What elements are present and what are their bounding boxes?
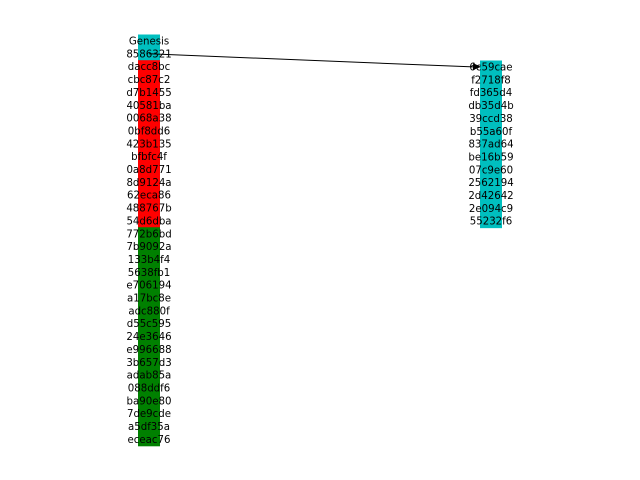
edges	[149, 54, 481, 70]
node-label: d55c595	[126, 319, 172, 331]
node-label: 07c9e60	[468, 165, 514, 177]
node-label: 55232f6	[469, 216, 513, 228]
node-label: e996688	[126, 344, 172, 356]
node-label: b55a60f	[469, 126, 513, 138]
node-label: 088ddf6	[127, 383, 171, 395]
node-bars	[138, 35, 502, 447]
node-label: 5638fb1	[127, 267, 171, 279]
node-label: adab85a	[126, 370, 172, 382]
node-label: 24e3646	[126, 332, 172, 344]
node-label: f2718f8	[471, 75, 511, 87]
node-label: cbc87c2	[127, 75, 171, 87]
node-label: 837ad64	[468, 139, 514, 151]
node-label: 8586321	[126, 49, 172, 61]
node-label: ba90e80	[126, 396, 172, 408]
node-label: 3b657d3	[126, 357, 172, 369]
node-label: 62eca86	[126, 190, 172, 202]
node-label: 0068a38	[126, 113, 172, 125]
node-label: 39ccd38	[469, 113, 513, 125]
node-label: 772b6bd	[126, 229, 172, 241]
node-label: 7de9cde	[126, 409, 172, 421]
node-label: 2562194	[468, 178, 514, 190]
node-label: a5df35a	[128, 422, 170, 434]
node-label: d7b1455	[126, 87, 172, 99]
node-label: db35d4b	[468, 101, 514, 113]
node-label: 6c59cae	[469, 62, 513, 74]
node-label: bfbfc4f	[131, 152, 167, 164]
node-label: 423b135	[126, 139, 172, 151]
node-label: 2d42642	[468, 191, 514, 203]
node-label: fd365d4	[469, 88, 513, 100]
node-label: 133b4f4	[127, 254, 171, 266]
node-label: 8d9124a	[126, 177, 172, 189]
node-label: e706194	[126, 280, 172, 292]
node-label: 40581ba	[126, 100, 172, 112]
node-label: 0bf8dd6	[127, 126, 171, 138]
node-label: 488767b	[126, 203, 172, 215]
node-label: dacc8bc	[127, 62, 171, 74]
node-label: eceac76	[127, 434, 171, 446]
node-label: 2e094c9	[468, 203, 514, 215]
node-label: adc880f	[128, 306, 170, 318]
node-label: Genesis	[128, 36, 170, 48]
node-label: 54d6dba	[126, 216, 172, 228]
node-label: 0a8d771	[126, 165, 172, 177]
node-label: be16b59	[468, 152, 514, 164]
node-label: 7b9092a	[126, 242, 172, 254]
node-labels	[126, 37, 513, 446]
edge-line	[149, 54, 473, 67]
node-label: a17bc8e	[126, 293, 172, 305]
